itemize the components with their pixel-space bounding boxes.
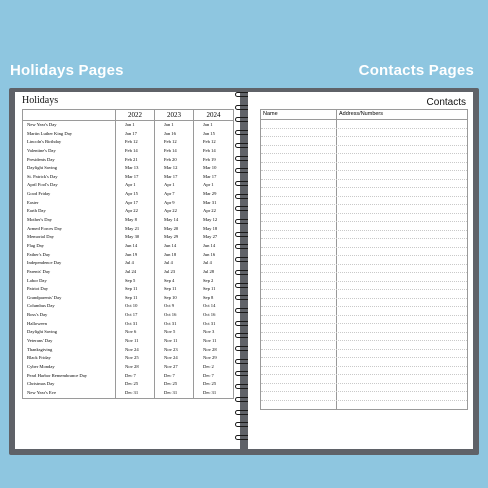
holiday-date: Dec 25 <box>116 380 155 389</box>
writing-line <box>261 307 467 316</box>
holiday-date: Dec 7 <box>203 372 214 378</box>
holiday-date: Jan 1 <box>116 121 155 130</box>
holiday-date: Mar 12 <box>155 164 194 173</box>
holidays-rows <box>23 121 233 398</box>
holiday-date: Jun 14 <box>203 242 216 248</box>
holiday-name: Easter <box>23 199 116 208</box>
holiday-row <box>23 190 233 199</box>
holiday-row <box>23 285 233 294</box>
holiday-date: Nov 23 <box>155 346 194 355</box>
contacts-title: Contacts <box>426 97 466 108</box>
holiday-date: Jan 1 <box>203 122 213 127</box>
holiday-date: Nov 11 <box>203 338 217 344</box>
holiday-date: Dec 31 <box>203 389 217 395</box>
holiday-date: May 27 <box>203 234 218 240</box>
holiday-date: Oct 16 <box>155 311 194 320</box>
contacts-body <box>261 120 467 409</box>
writing-line <box>261 350 467 359</box>
holiday-date: Feb 19 <box>203 156 216 162</box>
holiday-row <box>23 181 233 190</box>
holiday-date: Apr 9 <box>155 199 194 208</box>
holiday-row <box>23 207 233 216</box>
holiday-date: Oct 31 <box>203 320 216 326</box>
writing-line <box>261 282 467 291</box>
writing-line <box>261 248 467 257</box>
holiday-date: Nov 6 <box>116 328 155 337</box>
holiday-date: Oct 17 <box>116 311 155 320</box>
address-column-header: Address/Numbers <box>339 111 384 117</box>
writing-line <box>261 367 467 376</box>
writing-line <box>261 231 467 240</box>
holiday-date: Oct 9 <box>155 302 194 311</box>
writing-line <box>261 163 467 172</box>
holiday-row <box>23 156 233 165</box>
writing-line <box>261 154 467 163</box>
holiday-row <box>23 216 233 225</box>
holiday-name: Daylight Saving <box>23 328 116 337</box>
holiday-date: May 20 <box>155 225 194 234</box>
holiday-name: Presidents Day <box>23 156 116 165</box>
holiday-date: May 29 <box>155 233 194 242</box>
holiday-date: Jul 4 <box>155 259 194 268</box>
holiday-date: Dec 7 <box>155 372 194 381</box>
holiday-row <box>23 242 233 251</box>
holiday-date: Apr 7 <box>155 190 194 199</box>
holiday-date: Dec 31 <box>155 389 194 398</box>
holiday-date: Sep 8 <box>203 294 214 300</box>
holiday-row <box>23 380 233 389</box>
holiday-row <box>23 320 233 329</box>
holiday-date: Apr 1 <box>203 182 214 188</box>
holiday-date: Sep 11 <box>203 286 216 292</box>
holiday-date: Nov 3 <box>203 329 215 335</box>
writing-line <box>261 129 467 138</box>
writing-line <box>261 171 467 180</box>
holiday-date: Feb 14 <box>203 147 216 153</box>
holiday-name: Christmas Day <box>23 380 116 389</box>
holiday-name: Cyber Monday <box>23 363 116 372</box>
holiday-name: Martin Luther King Day <box>23 130 116 139</box>
writing-line <box>261 333 467 342</box>
holiday-date: May 21 <box>116 225 155 234</box>
year-header: 2022 <box>116 110 155 120</box>
holiday-date: Dec 7 <box>116 372 155 381</box>
contacts-page <box>248 92 473 449</box>
year-header: 2024 <box>206 111 221 119</box>
holidays-table <box>22 109 234 399</box>
holiday-date: Oct 16 <box>203 312 216 318</box>
holiday-row <box>23 251 233 260</box>
holiday-date: May 18 <box>203 225 218 231</box>
holiday-date: Mar 17 <box>203 173 217 179</box>
holiday-row <box>23 328 233 337</box>
holiday-date: Jan 16 <box>155 130 194 139</box>
holiday-date: Nov 24 <box>116 346 155 355</box>
holiday-date: Feb 14 <box>155 147 194 156</box>
holiday-date: Jan 17 <box>116 130 155 139</box>
holiday-name: Columbus Day <box>23 302 116 311</box>
holiday-date: Sep 5 <box>116 277 155 286</box>
contacts-pages-banner: Contacts Pages <box>358 62 474 79</box>
holiday-date: Nov 28 <box>203 346 217 352</box>
holiday-date: Apr 15 <box>116 190 155 199</box>
writing-line <box>261 137 467 146</box>
writing-line <box>261 316 467 325</box>
writing-line <box>261 375 467 384</box>
holiday-date: Apr 22 <box>203 208 216 214</box>
holiday-name: Flag Day <box>23 242 116 251</box>
holiday-name-header <box>23 110 116 120</box>
holiday-date: Feb 14 <box>116 147 155 156</box>
holiday-date: Nov 25 <box>116 354 155 363</box>
holiday-row <box>23 277 233 286</box>
holiday-row <box>23 130 233 139</box>
holiday-name: New Year's Eve <box>23 389 116 398</box>
holiday-name: Father's Day <box>23 251 116 260</box>
holidays-header-row <box>23 110 233 121</box>
holiday-date: Jan 15 <box>203 130 215 136</box>
holiday-date: Sep 11 <box>116 294 155 303</box>
holiday-name: New Year's Day <box>23 121 116 130</box>
holiday-row <box>23 337 233 346</box>
holiday-date: Feb 12 <box>203 139 216 145</box>
writing-line <box>261 214 467 223</box>
holiday-date: May 12 <box>203 217 218 223</box>
holiday-date: Nov 27 <box>155 363 194 372</box>
holiday-date: Oct 10 <box>116 302 155 311</box>
holiday-date: Jan 1 <box>155 121 194 130</box>
holiday-name: Thanksgiving <box>23 346 116 355</box>
year-header: 2023 <box>155 110 194 120</box>
holiday-date: Nov 29 <box>203 355 217 361</box>
holiday-name: Boss's Day <box>23 311 116 320</box>
holiday-date: Apr 1 <box>116 181 155 190</box>
writing-line <box>261 290 467 299</box>
contacts-table <box>260 109 468 410</box>
holiday-row <box>23 389 233 398</box>
writing-line <box>261 299 467 308</box>
holiday-date: Sep 11 <box>155 285 194 294</box>
holiday-date: Apr 1 <box>155 181 194 190</box>
writing-line <box>261 197 467 206</box>
holiday-row <box>23 354 233 363</box>
holiday-name: Lincoln's Birthday <box>23 138 116 147</box>
holiday-date: Sep 4 <box>155 277 194 286</box>
holiday-date: Apr 22 <box>116 207 155 216</box>
holiday-row <box>23 233 233 242</box>
writing-line <box>261 265 467 274</box>
holiday-row <box>23 173 233 182</box>
holiday-date: Mar 31 <box>203 199 217 205</box>
holiday-name: Patriot Day <box>23 285 116 294</box>
holiday-row <box>23 363 233 372</box>
holiday-date: Sep 11 <box>116 285 155 294</box>
contact-lines <box>261 120 467 409</box>
holiday-date: Jun 14 <box>116 242 155 251</box>
holiday-date: Feb 12 <box>116 138 155 147</box>
holiday-date: Jul 28 <box>203 268 215 274</box>
writing-line <box>261 358 467 367</box>
holiday-date: Apr 22 <box>155 207 194 216</box>
writing-line <box>261 205 467 214</box>
holiday-row <box>23 268 233 277</box>
holiday-date: Mar 17 <box>155 173 194 182</box>
holidays-pages-banner: Holidays Pages <box>10 62 124 79</box>
holiday-date: May 8 <box>116 216 155 225</box>
holiday-date: Apr 17 <box>116 199 155 208</box>
holiday-date: Mar 17 <box>116 173 155 182</box>
holiday-date: Jun 14 <box>155 242 194 251</box>
holiday-row <box>23 225 233 234</box>
holidays-page <box>15 92 240 449</box>
holiday-row <box>23 259 233 268</box>
holiday-date: Feb 12 <box>155 138 194 147</box>
holiday-date: Nov 11 <box>155 337 194 346</box>
holiday-row <box>23 138 233 147</box>
holiday-row <box>23 311 233 320</box>
writing-line <box>261 256 467 265</box>
holiday-date: Mar 10 <box>203 165 217 171</box>
holiday-date: Dec 25 <box>203 381 217 387</box>
holiday-name: Parents' Day <box>23 268 116 277</box>
holiday-name: Mother's Day <box>23 216 116 225</box>
holiday-row <box>23 164 233 173</box>
holiday-date: Sep 2 <box>203 277 214 283</box>
writing-line <box>261 188 467 197</box>
holiday-name: Black Friday <box>23 354 116 363</box>
holiday-name: Memorial Day <box>23 233 116 242</box>
holidays-title: Holidays <box>22 95 59 106</box>
holiday-date: Dec 2 <box>203 363 214 369</box>
holiday-date: Feb 21 <box>116 156 155 165</box>
holiday-name: Pearl Harbor Remembrance Day <box>23 372 116 381</box>
writing-line <box>261 273 467 282</box>
holiday-date: Jul 4 <box>203 260 212 266</box>
writing-line <box>261 392 467 401</box>
writing-line <box>261 239 467 248</box>
holiday-date: Feb 20 <box>155 156 194 165</box>
holiday-date: Nov 24 <box>155 354 194 363</box>
writing-line <box>261 324 467 333</box>
holiday-date: Dec 31 <box>116 389 155 398</box>
holiday-date: Jun 18 <box>155 251 194 260</box>
holiday-name: Veterans' Day <box>23 337 116 346</box>
holiday-row <box>23 346 233 355</box>
holiday-date: May 14 <box>155 216 194 225</box>
holiday-name: Good Friday <box>23 190 116 199</box>
writing-line <box>261 384 467 393</box>
holiday-name: Independence Day <box>23 259 116 268</box>
holiday-row <box>23 121 233 130</box>
holiday-date: Jun 19 <box>116 251 155 260</box>
contacts-header-row <box>261 110 467 120</box>
holiday-row <box>23 302 233 311</box>
holiday-name: Armed Forces Day <box>23 225 116 234</box>
holiday-date: Jul 4 <box>116 259 155 268</box>
writing-line <box>261 146 467 155</box>
holiday-date: Sep 10 <box>155 294 194 303</box>
holiday-name: Grandparents' Day <box>23 294 116 303</box>
holiday-date: Nov 11 <box>116 337 155 346</box>
writing-line <box>261 180 467 189</box>
holiday-date: Oct 31 <box>155 320 194 329</box>
holiday-date: Nov 28 <box>116 363 155 372</box>
holiday-date: Nov 5 <box>155 328 194 337</box>
holiday-name: Valentine's Day <box>23 147 116 156</box>
holiday-name: Labor Day <box>23 277 116 286</box>
writing-line <box>261 120 467 129</box>
holiday-row <box>23 147 233 156</box>
holiday-date: Mar 13 <box>116 164 155 173</box>
holiday-date: Mar 29 <box>203 191 217 197</box>
holiday-date: May 30 <box>116 233 155 242</box>
holiday-name: Daylight Saving <box>23 164 116 173</box>
holiday-row <box>23 294 233 303</box>
writing-line <box>261 341 467 350</box>
holiday-date: Oct 14 <box>203 303 216 309</box>
holiday-date: Jun 16 <box>203 251 216 257</box>
holiday-date: Dec 25 <box>155 380 194 389</box>
holiday-date: Jul 23 <box>155 268 194 277</box>
holiday-date: Jul 24 <box>116 268 155 277</box>
holiday-name: April Fool's Day <box>23 181 116 190</box>
holiday-name: Halloween <box>23 320 116 329</box>
holiday-row <box>23 199 233 208</box>
name-column-header: Name <box>261 110 337 119</box>
holiday-row <box>23 372 233 381</box>
holiday-date: Oct 31 <box>116 320 155 329</box>
holiday-name: Earth Day <box>23 207 116 216</box>
holiday-name: St. Patrick's Day <box>23 173 116 182</box>
writing-line <box>261 222 467 231</box>
